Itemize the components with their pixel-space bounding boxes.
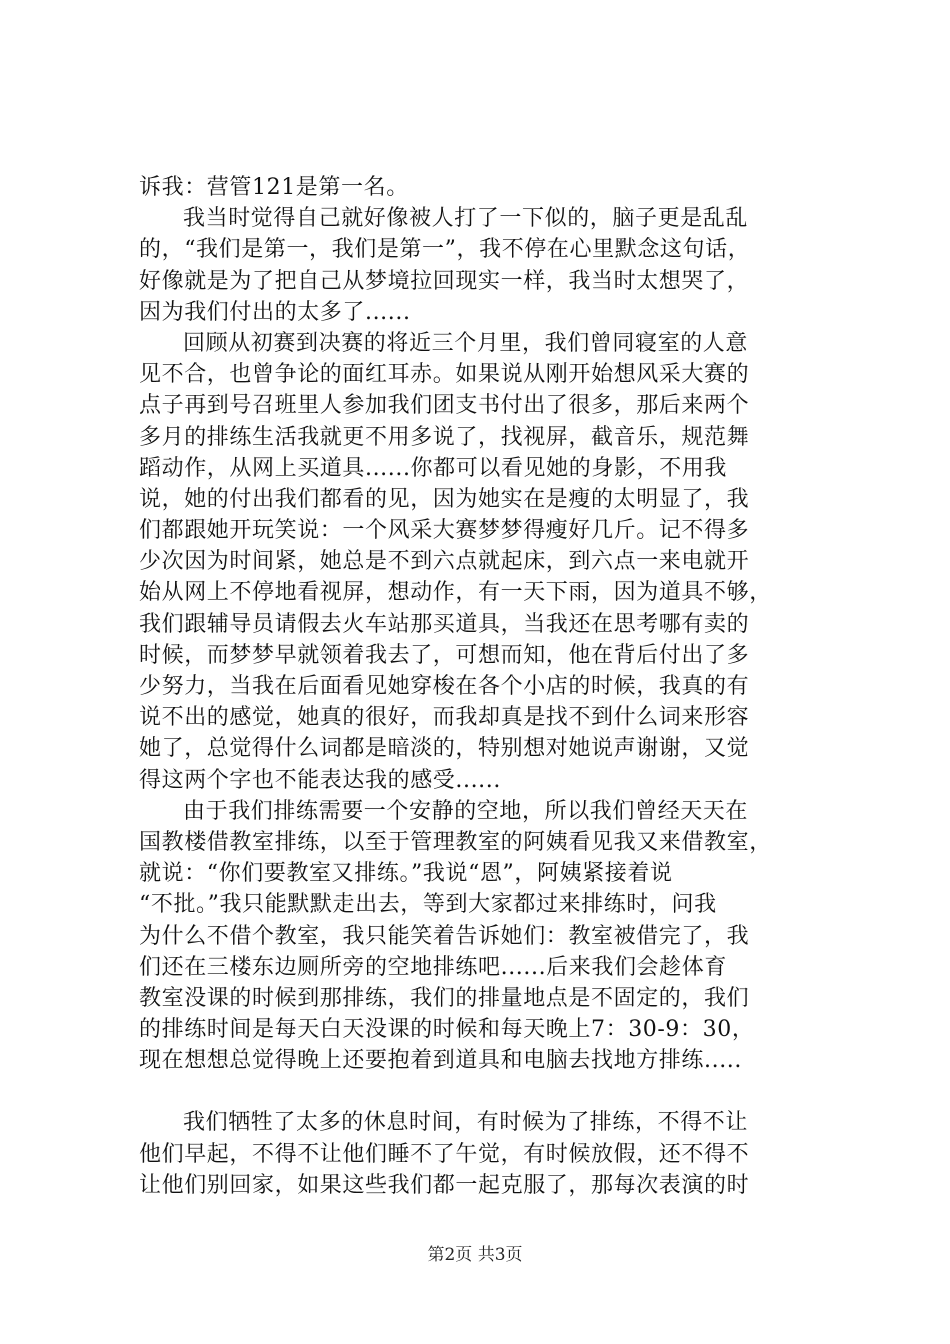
- text-line: 说不出的感觉，她真的很好，而我却真是找不到什么词来形容: [139, 705, 750, 731]
- text-line: 见不合，也曾争论的面红耳赤。如果说从刚开始想风采大赛的: [139, 362, 750, 388]
- document-body: [139, 172, 839, 1201]
- paragraph-start-line: 回顾从初赛到决赛的将近三个月里，我们曾同寝室的人意: [183, 330, 749, 356]
- text-line: 因为我们付出的太多了......: [139, 299, 411, 325]
- text-line: 蹈动作，从网上买道具......你都可以看见她的身影，不用我: [139, 455, 727, 481]
- text-line: 们还在三楼东边厕所旁的空地排练吧......后来我们会趁体育: [139, 954, 727, 980]
- text-line: 为什么不借个教室，我只能笑着告诉她们：教室被借完了，我: [139, 923, 750, 949]
- text-line: 她了，总觉得什么词都是暗淡的，特别想对她说声谢谢，又觉: [139, 736, 750, 762]
- text-line: 始从网上不停地看视屏，想动作，有一天下雨，因为道具不够，: [139, 580, 772, 606]
- text-line: 少次因为时间紧，她总是不到六点就起床，到六点一来电就开: [139, 549, 750, 575]
- text-line: 就说：“你们要教室又排练。”我说“恩”，阿姨紧接着说: [139, 861, 673, 887]
- text-line: 们都跟她开玩笑说：一个风采大赛梦梦得瘦好几斤。记不得多: [139, 518, 750, 544]
- text-line: 时候，而梦梦早就领着我去了，可想而知，他在背后付出了多: [139, 642, 750, 668]
- text-line: 少努力，当我在后面看见她穿梭在各个小店的时候，我真的有: [139, 674, 750, 699]
- text-line: 的，“我们是第一，我们是第一”，我不停在心里默念这句话，: [139, 237, 751, 263]
- page-number-footer: 第2页 共3页: [427, 1245, 523, 1265]
- text-line: 让他们别回家，如果这些我们都一起克服了，那每次表演的时: [139, 1172, 750, 1198]
- text-line: 我们跟辅导员请假去火车站那买道具，当我还在思考哪有卖的: [139, 611, 750, 637]
- text-line: 点子再到号召班里人参加我们团支书付出了很多，那后来两个: [139, 393, 750, 419]
- text-line: 多月的排练生活我就更不用多说了，找视屏，截音乐，规范舞: [139, 424, 750, 450]
- text-line: “不批。”我只能默默走出去，等到大家都过来排练时，问我: [139, 892, 717, 918]
- paragraph-start-line: 我当时觉得自己就好像被人打了一下似的，脑子更是乱乱: [183, 206, 749, 232]
- text-line: 的排练时间是每天白天没课的时候和每天晚上7：30-9：30，: [139, 1017, 755, 1043]
- paragraph-gap: [139, 1076, 839, 1107]
- text-line: 他们早起，不得不让他们睡不了午觉，有时候放假，还不得不: [139, 1141, 750, 1167]
- text-line: 教室没课的时候到那排练，我们的排量地点是不固定的，我们: [139, 985, 750, 1011]
- text-line: 诉我：营管121是第一名。: [139, 175, 409, 200]
- text-line: 得这两个字也不能表达我的感受......: [139, 767, 501, 793]
- paragraph-start-line: 由于我们排练需要一个安静的空地，所以我们曾经天天在: [183, 798, 749, 824]
- text-line: 好像就是为了把自己从梦境拉回现实一样，我当时太想哭了，: [139, 268, 750, 294]
- paragraph-start-line: 我们牺牲了太多的休息时间，有时候为了排练，不得不让: [183, 1110, 749, 1136]
- text-line: 现在想想总觉得晚上还要抱着到道具和电脑去找地方排练.....: [139, 1048, 742, 1074]
- text-line: 国教楼借教室排练，以至于管理教室的阿姨看见我又来借教室，: [139, 829, 772, 855]
- text-line: 说，她的付出我们都看的见，因为她实在是瘦的太明显了，我: [139, 486, 750, 512]
